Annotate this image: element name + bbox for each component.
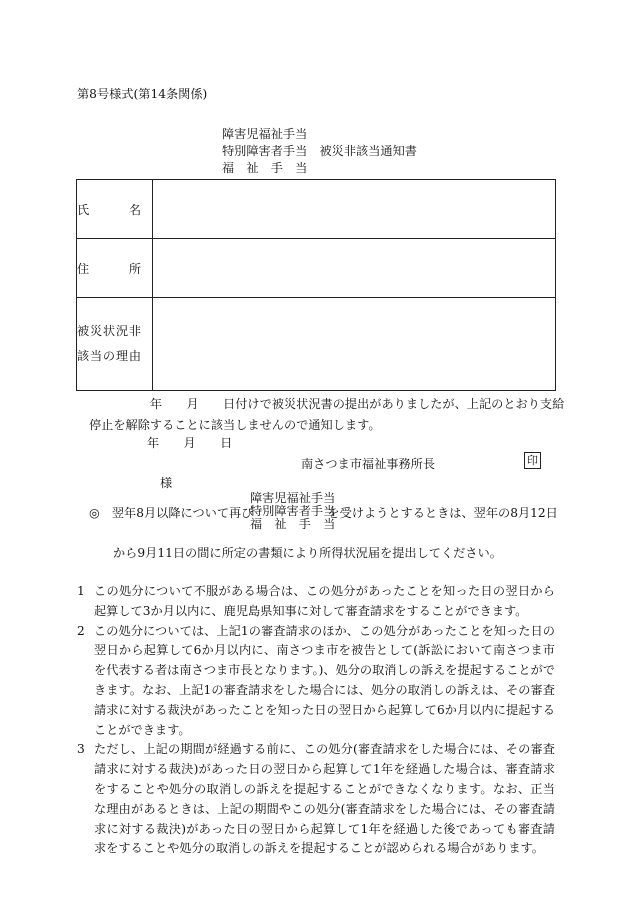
reason-value[interactable] <box>153 298 556 391</box>
addressee-honorific: 様 <box>160 476 173 490</box>
notification-paragraph <box>89 394 564 436</box>
note-number: 3 <box>77 742 85 757</box>
notice-line-1-pre: ◎ 翌年8月以降について再び <box>89 506 254 520</box>
form-number: 第8号様式(第14条関係) <box>77 87 208 101</box>
info-table <box>76 179 556 391</box>
name-value[interactable] <box>153 180 556 239</box>
appeal-notes <box>77 582 555 859</box>
address-value[interactable] <box>153 239 556 298</box>
title-line-3: 福 祉 手 当 <box>222 161 308 175</box>
name-label: 氏 名 <box>77 180 153 239</box>
note-item <box>77 740 555 859</box>
reason-row <box>77 298 556 391</box>
allowance-type-2: 特別障害者手当 <box>250 504 336 518</box>
note-text: この処分については、上記1の審査請求のほか、この処分があったことを知った日の翌日から起算して6か月以内に、南さつま市を被告として(訴訟において南さつま市を代表する者は南さつま市長となります。)、処分の取消しの訴えを提起することができます。なお、上記1の審査請求をした場合には、処分の取消しの訴えは、その審査請求に対する裁決があったことを知った日の翌日から起算して6か月以内に提起することができます。 <box>94 623 555 737</box>
note-item <box>77 582 555 622</box>
note-item <box>77 622 555 741</box>
allowance-type-1: 障害児福祉手当 <box>250 491 336 505</box>
issue-date: 年 月 日 <box>147 436 233 450</box>
notification-line-1: 年 月 日付けで被災状況書の提出がありましたが、上記のとおり支給 <box>89 397 565 411</box>
name-row <box>77 180 556 239</box>
address-label: 住 所 <box>77 239 153 298</box>
notice-line-2: から9月11日の間に所定の書類により所得状況届を提出してください。 <box>113 546 502 560</box>
note-text: この処分について不服がある場合は、この処分があったことを知った日の翌日から起算して3か月以内に、鹿児島県知事に対して審査請求をすることができます。 <box>94 584 555 618</box>
notice-line-1 <box>89 504 558 521</box>
note-text: ただし、上記の期間が経過する前に、この処分(審査請求をした場合には、その審査請求に対する裁決)があった日の翌日から起算して1年を経過した場合は、審査請求をすることや処分の取消しの訴えを提起することができなくなります。なお、正当な理由があるときは、上記の期間やこの処分(審査請求をした場合には、その審査請求に対する裁決)があった日の翌日から起算して1年を経過した後であっても審査請求をすることや処分の取消しの訴えを提起することが認められる場合があります。 <box>94 742 555 856</box>
title-line-1: 障害児福祉手当 <box>222 127 308 141</box>
document-title <box>222 126 417 177</box>
seal-mark: 印 <box>524 452 541 469</box>
notification-line-2: 停止を解除することに該当しませんので通知します。 <box>89 418 381 432</box>
allowance-type-3: 福 祉 手 当 <box>250 517 336 531</box>
note-number: 1 <box>77 584 85 598</box>
office-name: 南さつま市福祉事務所長 <box>301 457 436 471</box>
notice-line-1-post: を受けようとするときは、翌年の8月12日 <box>327 506 558 520</box>
address-row <box>77 239 556 298</box>
note-number: 2 <box>77 623 85 638</box>
reason-label: 被 災 状 況 非 該 当 の 理 由 <box>77 298 153 391</box>
title-line-2: 特別障害者手当 被災非該当通知書 <box>222 144 417 158</box>
